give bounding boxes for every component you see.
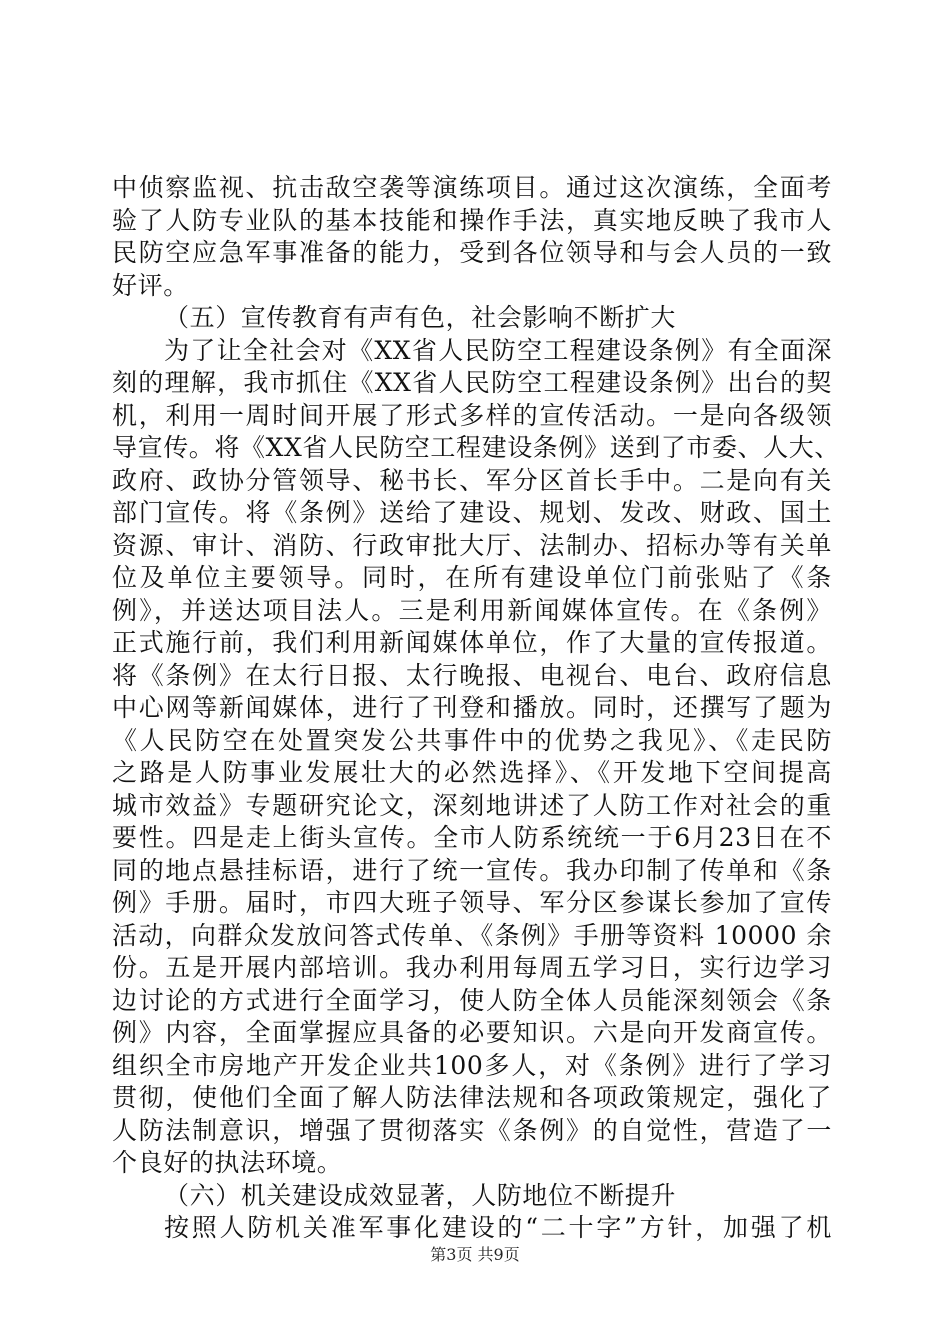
text-line: 按照人防机关准军事化建设的“二十字”方针，加强了机 — [164, 1213, 832, 1242]
text-line: 刻的理解，我市抓住《XX省人民防空工程建设条例》出台的契 — [112, 368, 832, 397]
text-line: 同的地点悬挂标语，进行了统一宣传。我办印制了传单和《条 — [112, 855, 832, 885]
text-line: 位及单位主要领导。同时，在所有建设单位门前张贴了《条 — [112, 563, 832, 592]
text-line: 为了让全社会对《XX省人民防空工程建设条例》有全面深 — [164, 335, 832, 365]
text-line: （五）宣传教育有声有色，社会影响不断扩大 — [164, 303, 677, 332]
document-body — [112, 172, 840, 1245]
text-line: 份。五是开展内部培训。我办利用每周五学习日，实行边学习 — [112, 953, 832, 982]
text-line: 验了人防专业队的基本技能和操作手法，真实地反映了我市人 — [112, 205, 832, 235]
text-line: 正式施行前，我们利用新闻媒体单位，作了大量的宣传报道。 — [112, 628, 832, 657]
text-line: （六）机关建设成效显著，人防地位不断提升 — [164, 1180, 677, 1210]
text-line: 《人民防空在处置突发公共事件中的优势之我见》、《走民防 — [112, 725, 832, 755]
text-line: 例》内容，全面掌握应具备的必要知识。六是向开发商宣传。 — [112, 1018, 832, 1047]
text-line: 组织全市房地产开发企业共100多人，对《条例》进行了学习 — [112, 1050, 832, 1080]
text-line: 机，利用一周时间开展了形式多样的宣传活动。一是向各级领 — [112, 400, 832, 430]
text-line: 好评。 — [112, 270, 189, 300]
text-line: 部门宣传。将《条例》送给了建设、规划、发改、财政、国土 — [112, 498, 832, 527]
text-line: 要性。四是走上街头宣传。全市人防系统统一于6月23日在不 — [112, 823, 832, 852]
text-line: 之路是人防事业发展壮大的必然选择》、《开发地下空间提高 — [112, 758, 832, 787]
text-line: 政府、政协分管领导、秘书长、军分区首长手中。二是向有关 — [112, 465, 832, 495]
text-line: 人防法制意识，增强了贯彻落实《条例》的自觉性，营造了一 — [112, 1115, 832, 1145]
text-line: 例》手册。届时，市四大班子领导、军分区参谋长参加了宣传 — [112, 888, 832, 917]
text-line: 个良好的执法环境。 — [112, 1148, 343, 1177]
text-line: 中侦察监视、抗击敌空袭等演练项目。通过这次演练，全面考 — [112, 173, 832, 202]
text-line: 城市效益》专题研究论文，深刻地讲述了人防工作对社会的重 — [112, 790, 832, 820]
text-line: 边讨论的方式进行全面学习，使人防全体人员能深刻领会《条 — [112, 985, 832, 1015]
text-line: 例》，并送达项目法人。三是利用新闻媒体宣传。在《条例》 — [112, 595, 832, 625]
text-line: 活动，向群众发放问答式传单、《条例》手册等资料 10000 余 — [112, 920, 832, 950]
text-line: 中心网等新闻媒体，进行了刊登和播放。同时，还撰写了题为 — [112, 693, 832, 722]
text-line: 导宣传。将《XX省人民防空工程建设条例》送到了市委、人大、 — [112, 433, 840, 462]
text-line: 贯彻，使他们全面了解人防法律法规和各项政策规定，强化了 — [112, 1083, 832, 1112]
page-footer: 第3页 共9页 — [430, 1245, 520, 1264]
text-line: 将《条例》在太行日报、太行晚报、电视台、电台、政府信息 — [112, 660, 832, 690]
text-line: 资源、审计、消防、行政审批大厅、法制办、招标办等有关单 — [112, 530, 832, 560]
text-line: 民防空应急军事准备的能力，受到各位领导和与会人员的一致 — [112, 238, 832, 267]
